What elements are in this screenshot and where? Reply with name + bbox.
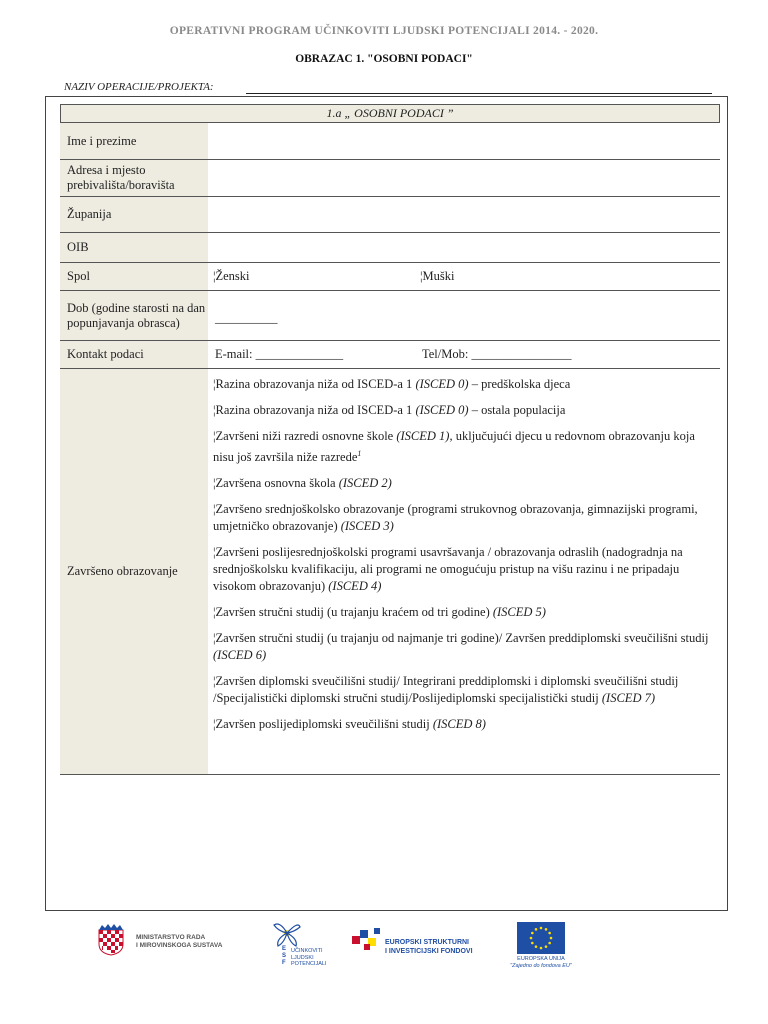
- ulp-line-3: POTENCIJALI: [291, 961, 327, 967]
- eu-star-icon: [535, 945, 538, 948]
- label-age: Dob (godine starosti na dan popunjavanja obrasca): [60, 291, 208, 340]
- education-option-text: ¦Razina obrazovanja niža od ISCED-a 1: [213, 403, 416, 417]
- eu-star-icon: [540, 947, 543, 950]
- education-option-text: ¦Završen poslijediplomski sveučilišni studij: [213, 717, 433, 732]
- isced-code: (ISCED 6): [213, 648, 267, 663]
- address-field[interactable]: [208, 160, 720, 196]
- row-age: [60, 291, 720, 341]
- esf-letter-s: S: [282, 953, 287, 959]
- age-blank: __________: [215, 311, 278, 325]
- education-option-text: ¦Završeno srednjoškolsko obrazovanje (programi strukovnog obrazovanja, gimnazijski programi, umjetničko obrazovanje): [213, 502, 698, 534]
- label-contact: Kontakt podaci: [60, 341, 208, 368]
- label-gender: Spol: [60, 263, 208, 290]
- ministry-line-1: MINISTARSTVO RADA: [136, 934, 206, 941]
- label-address: Adresa i mjesto prebivališta/boravišta: [60, 160, 208, 196]
- isced-code: (ISCED 4): [328, 579, 382, 594]
- ministry-line-2: I MIROVINSKOGA SUSTAVA: [136, 942, 223, 949]
- isced-code: (ISCED 7): [601, 691, 656, 706]
- eu-star-icon: [531, 932, 534, 935]
- esi-funds-icon: [352, 926, 382, 957]
- education-option-4[interactable]: [213, 475, 713, 492]
- esi-line-1: EUROPSKI STRUKTURNI: [385, 939, 470, 946]
- education-option-text: ¦Završeni poslijesrednjoškolski programi usavršavanja / obrazovanja odraslih (nadogradnja na srednjoškolsku kvalifikaciju, ali programi ne omogućuju pristup na višu razinu i ne pripadaju visokom obrazovanju): [213, 545, 683, 594]
- form-title: OBRAZAC 1. "OSOBNI PODACI": [295, 53, 473, 65]
- footer-logos: [0, 916, 768, 976]
- email-field[interactable]: E-mail: ______________: [215, 347, 344, 361]
- eu-star-icon: [531, 942, 534, 945]
- operation-name-row: [64, 81, 712, 95]
- eu-star-icon: [545, 945, 548, 948]
- education-option-9[interactable]: [213, 673, 713, 707]
- gender-female-checkbox[interactable]: ¦Ženski: [213, 269, 250, 283]
- eu-star-icon: [535, 928, 538, 931]
- eu-star-icon: [548, 932, 551, 935]
- program-title: OPERATIVNI PROGRAM UČINKOVITI LJUDSKI POTENCIJALI 2014. - 2020.: [169, 25, 599, 37]
- croatia-coat-of-arms-icon: [98, 924, 124, 961]
- eu-line-2: "Zajedno do fondova EU": [510, 963, 572, 969]
- education-option-6[interactable]: [213, 544, 713, 595]
- isced-code: (ISCED 5): [492, 605, 546, 620]
- age-field[interactable]: [208, 291, 720, 340]
- row-oib: [60, 233, 720, 263]
- eu-star-icon: [550, 937, 553, 940]
- ulp-logo-text: [291, 948, 326, 968]
- education-option-7[interactable]: [213, 604, 713, 621]
- education-options: [213, 376, 713, 742]
- education-option-2[interactable]: [213, 402, 713, 419]
- section-title: 1.a „ OSOBNI PODACI ”: [60, 104, 720, 123]
- row-county: [60, 197, 720, 233]
- gender-male-checkbox[interactable]: ¦Muški: [420, 269, 455, 283]
- eu-logo-text: [497, 956, 585, 970]
- label-oib: OIB: [60, 233, 208, 262]
- education-option-text: ¦Završen diplomski sveučilišni studij/ Integrirani preddiplomski i diplomski sveučilišni studij /Specijalistički diplomski stručni studij/Poslijediplomski specijalistički studij: [213, 674, 679, 706]
- isced-code: (ISCED 3): [340, 519, 394, 534]
- esf-letter-f: F: [282, 960, 286, 966]
- phone-field[interactable]: Tel/Mob: ________________: [422, 347, 572, 361]
- eu-star-icon: [545, 928, 548, 931]
- label-county: Županija: [60, 197, 208, 232]
- education-option-text: ¦Razina obrazovanja niža od ISCED-a 1: [213, 377, 416, 391]
- education-option-suffix: – predškolska djeca: [468, 377, 571, 391]
- row-gender: [60, 263, 720, 291]
- eu-flag-icon: [517, 922, 565, 959]
- eu-line-1: EUROPSKA UNIJA: [517, 956, 565, 962]
- ulp-line-2: LJUDSKI: [291, 954, 314, 961]
- eu-star-icon: [548, 942, 551, 945]
- isced-code: (ISCED 8): [432, 717, 486, 732]
- county-field[interactable]: [208, 197, 720, 232]
- eu-star-icon: [530, 937, 533, 940]
- education-option-suffix: uključujući djecu u redovnom obrazovanju koja nisu još završila niže razrede: [213, 429, 695, 465]
- isced-code: (ISCED 0): [415, 377, 469, 391]
- oib-field[interactable]: [208, 233, 720, 262]
- label-education: Završeno obrazovanje: [60, 369, 208, 774]
- row-name: [60, 123, 720, 160]
- education-option-suffix: – ostala populacija: [468, 403, 566, 417]
- education-option-1[interactable]: [213, 376, 713, 393]
- operation-name-label: NAZIV OPERACIJE/PROJEKTA:: [64, 81, 214, 93]
- eu-star-icon: [540, 927, 543, 930]
- ministry-logo-text: [136, 934, 222, 950]
- education-option-8[interactable]: [213, 630, 713, 664]
- esf-letters: [282, 946, 286, 967]
- gender-options: [208, 263, 720, 290]
- education-option-3[interactable]: [213, 428, 713, 466]
- isced-code: (ISCED 0): [415, 403, 469, 417]
- row-contact: [60, 341, 720, 369]
- esf-letter-e: E: [282, 946, 287, 952]
- education-option-10[interactable]: [213, 716, 713, 733]
- esi-funds-text: [385, 938, 473, 956]
- education-option-text: ¦Završen stručni studij (u trajanju kraćem od tri godine): [213, 605, 493, 620]
- footnote-marker: 1: [357, 449, 362, 458]
- education-option-text: ¦Završena osnovna škola: [213, 476, 339, 491]
- label-name: Ime i prezime: [60, 123, 208, 159]
- contact-fields: [208, 341, 720, 368]
- row-address: [60, 160, 720, 197]
- education-option-text: ¦Završeni niži razredi osnovne škole: [213, 429, 397, 443]
- esi-line-2: I INVESTICIJSKI FONDOVI: [385, 948, 473, 955]
- education-option-5[interactable]: [213, 501, 713, 535]
- isced-code: (ISCED 1),: [396, 429, 453, 443]
- name-field[interactable]: [208, 123, 720, 159]
- isced-code: (ISCED 2): [338, 476, 392, 491]
- operation-name-field[interactable]: [246, 93, 712, 94]
- education-option-text: ¦Završen stručni studij (u trajanju od najmanje tri godine)/ Završen preddiplomski sveučilišni studij: [213, 631, 709, 646]
- ulp-line-1: UČINKOVITI: [291, 948, 323, 954]
